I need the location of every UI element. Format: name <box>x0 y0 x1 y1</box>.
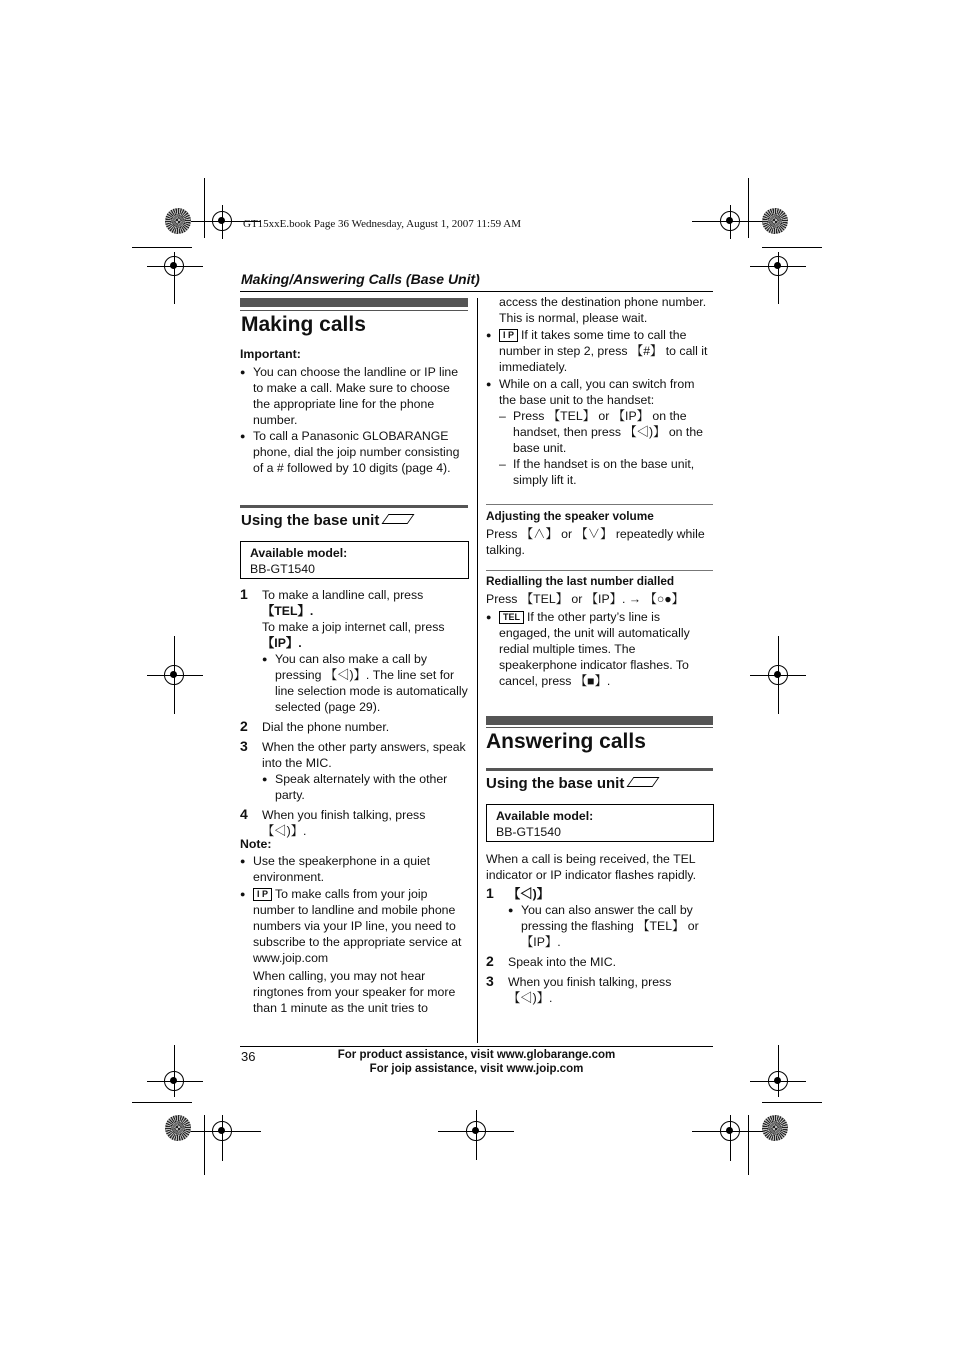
step-3: 3 When you finish talking, press 【◁)】. <box>486 973 672 1005</box>
answering-intro: When a call is being received, the TEL indicator or IP indicator flashes rapidly. <box>486 852 697 882</box>
title-bar <box>486 716 713 725</box>
redial-title: Redialling the last number dialled <box>486 574 675 588</box>
note-item: ● Use the speakerphone in a quiet environment. <box>240 853 468 885</box>
header-rule <box>240 291 713 292</box>
footer-text <box>300 1049 653 1075</box>
step-3-note: ● Speak alternately with the other party. <box>262 771 468 803</box>
available-model-box <box>240 541 469 579</box>
step-4: 4 When you finish talking, press 【◁)】. <box>240 806 426 838</box>
subsection-bar <box>240 505 468 508</box>
answering-steps <box>486 851 713 1006</box>
important-block <box>240 346 468 476</box>
volume-text: Press 【∧】 or 【∨】 repeatedly while talking. <box>486 527 705 557</box>
steps-list <box>240 587 468 839</box>
using-base-unit-title: Using the base unit <box>241 512 411 529</box>
section-header: Making/Answering Calls (Base Unit) <box>241 271 480 287</box>
tel-badge: TEL <box>499 611 524 624</box>
title-rule <box>240 310 468 311</box>
redial-text: Press 【TEL】 or 【IP】. → 【○●】 <box>486 592 684 606</box>
important-label: Important: <box>240 347 301 361</box>
subsection-bar <box>486 768 713 771</box>
switch-step: – Press 【TEL】 or 【IP】 on the handset, then press 【◁)】 on the base unit. <box>499 408 713 456</box>
switch-step: – If the handset is on the base unit, simply lift it. <box>499 456 713 488</box>
important-item: ● You can choose the landline or IP line to make a call. Make sure to choose the appropriate line for the phone number. <box>240 364 468 428</box>
separator <box>486 504 713 505</box>
ip-tip: ● I P If it takes some time to call the number in step 2, press 【#】 to call it immediately. <box>486 327 713 375</box>
footer-line: For product assistance, visit www.globarange.com <box>337 1049 616 1061</box>
footer-rule <box>240 1046 713 1047</box>
title-bar <box>240 298 468 307</box>
answering-calls-title: Answering calls <box>486 730 646 753</box>
note-continued: When calling, you may not hear ringtones from your speaker for more than 1 minute as the unit tries to <box>253 969 456 1015</box>
step-2: 2 Dial the phone number. <box>240 718 390 734</box>
making-calls-title: Making calls <box>241 313 366 336</box>
right-column-top <box>486 294 713 488</box>
redial-tip: ● TEL If the other party’s line is engaged, the unit will automatically redial multiple times. The speakerphone indicator flashes. To cancel, press 【■】. <box>486 609 713 689</box>
step-1-note: ● You can also make a call by pressing 【◁)】. The line set for line selection mode is automatically selected (page 29). <box>262 651 468 715</box>
continued-text: access the destination phone number. This is normal, please wait. <box>499 295 707 325</box>
note-label: Note: <box>240 837 272 851</box>
available-model-box <box>486 804 714 842</box>
separator <box>486 570 713 571</box>
footer-line: For joip assistance, visit www.joip.com <box>369 1063 584 1075</box>
print-info: GT15xxE.book Page 36 Wednesday, August 1, 2007 11:59 AM <box>243 218 521 230</box>
model-label: Available model: <box>496 809 594 823</box>
using-base-unit-title: Using the base unit <box>486 775 656 792</box>
title-rule <box>486 727 713 728</box>
volume-title: Adjusting the speaker volume <box>486 509 654 523</box>
ip-badge: I P <box>253 888 272 901</box>
redial-block <box>486 573 713 689</box>
pen-icon <box>382 514 415 524</box>
note-block <box>240 836 468 1016</box>
column-divider <box>477 298 478 1043</box>
note-item: ● I P To make calls from your joip number to landline and mobile phone numbers via your IP line, you need to subscribe to the appropriate service at www.joip.com <box>240 886 468 966</box>
model-label: Available model: <box>250 546 348 560</box>
page-number: 36 <box>241 1049 256 1064</box>
model-value: BB-GT1540 <box>250 562 315 576</box>
pen-icon <box>627 777 660 787</box>
important-item: ● To call a Panasonic GLOBARANGE phone, dial the joip number consisting of a # followed by 10 digits (page 4). <box>240 428 468 476</box>
step-2: 2 Speak into the MIC. <box>486 953 616 969</box>
ip-badge: I P <box>499 329 518 342</box>
speaker-volume-block <box>486 508 713 558</box>
step-1: 1 【◁)】 ● You can also answer the call by pressing the flashing 【TEL】 or 【IP】. <box>486 886 713 950</box>
step-1-note: ● You can also answer the call by pressing the flashing 【TEL】 or 【IP】. <box>508 902 713 950</box>
step-1: 1 To make a landline call, press 【TEL】. To make a joip internet call, press 【IP】. ● You can also make a call by pressing 【◁)】. The line set for line selection mode is automatically selected (page 29). <box>240 587 468 715</box>
step-3: 3 When the other party answers, speak into the MIC. ● Speak alternately with the other party. <box>240 739 468 803</box>
switch-tip: ● While on a call, you can switch from the base unit to the handset: <box>486 376 713 408</box>
model-value: BB-GT1540 <box>496 825 561 839</box>
